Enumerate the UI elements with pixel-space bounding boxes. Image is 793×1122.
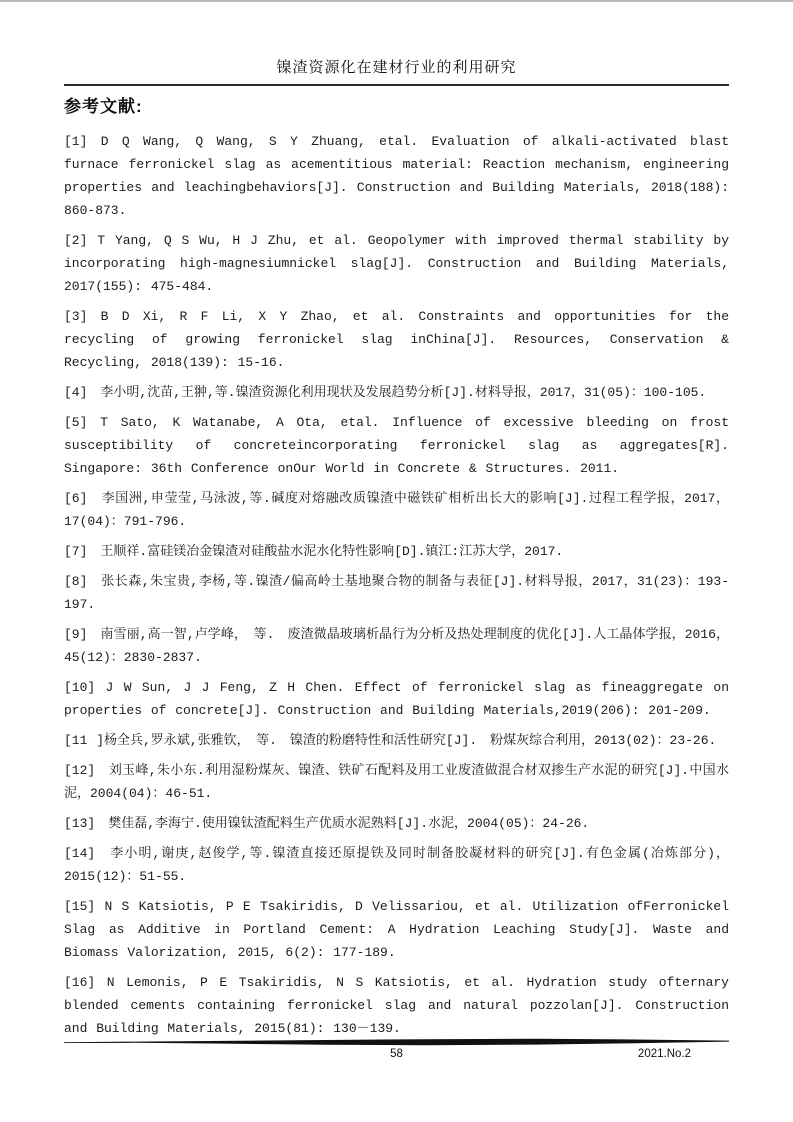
reference-item: [16] N Lemonis, P E Tsakiridis, N S Katsiotis, et al. Hydration study ofternary blended cements containing ferronickel slag and natural pozzolan[J]. Construction and Building Materials, 2015(81): 130－139. [64, 975, 729, 1036]
running-header-title: 镍渣资源化在建材行业的利用研究 [276, 60, 517, 76]
reference-item: [6] 李国洲,申莹莹,马泳波,等.碱度对熔融改质镍渣中磁铁矿相析出长大的影响[J].过程工程学报，2017，17(04)：791-796. [64, 491, 729, 529]
references-list [64, 130, 729, 1040]
reference-item: [1] D Q Wang, Q Wang, S Y Zhuang, etal. Evaluation of alkali-activated blast furnace ferronickel slag as acementitious material: Reaction mechanism, engineering properties and leachingbehaviors[J]. Construction and Building Materials, 2018(188): 860-873. [64, 134, 729, 218]
reference-item: [3] B D Xi, R F Li, X Y Zhao, et al. Constraints and opportunities for the recycling of growing ferronickel slag inChina[J]. Resources, Conservation & Recycling, 2018(139): 15-16. [64, 309, 729, 370]
references-heading: 参考文献: [64, 97, 143, 116]
reference-item: [7] 王顺祥.富硅镁冶金镍渣对硅酸盐水泥水化特性影响[D].镇江:江苏大学，2017. [64, 544, 564, 559]
reference-item: [12] 刘玉峰,朱小东.利用湿粉煤灰、镍渣、铁矿石配料及用工业废渣做混合材双掺生产水泥的研究[J].中国水泥，2004(04)：46-51. [64, 763, 729, 801]
reference-item: [10] J W Sun, J J Feng, Z H Chen. Effect of ferronickel slag as fineaggregate on properties of concrete[J]. Construction and Building Materials,2019(206): 201-209. [64, 680, 729, 718]
running-header [64, 56, 729, 86]
page-footer [64, 1048, 729, 1064]
reference-item: [15] N S Katsiotis, P E Tsakiridis, D Velissariou, et al. Utilization ofFerronickel Slag as Additive in Portland Cement: A Hydration Leaching Study[J]. Waste and Biomass Valorization, 2015, 6(2): 177-189. [64, 899, 729, 960]
reference-item: [2] T Yang, Q S Wu, H J Zhu, et al. Geopolymer with improved thermal stability by incorporating high-magnesiumnickel slag[J]. Construction and Building Materials, 2017(155): 475-484. [64, 233, 729, 294]
reference-item: [14] 李小明,谢庚,赵俊学,等.镍渣直接还原提铁及同时制备胶凝材料的研究[J].有色金属(冶炼部分)，2015(12)：51-55. [64, 846, 729, 884]
reference-item: [11 ]杨全兵,罗永斌,张雅钦， 等. 镍渣的粉磨特性和活性研究[J]. 粉煤灰综合利用，2013(02)：23-26. [64, 733, 717, 748]
references-section [64, 92, 729, 1047]
scan-artifact-line [0, 0, 793, 2]
reference-item: [9] 南雪丽,高一智,卢学峰， 等. 废渣微晶玻璃析晶行为分析及热处理制度的优化[J].人工晶体学报，2016，45(12)：2830-2837. [64, 627, 729, 665]
reference-item: [5] T Sato, K Watanabe, A Ota, etal. Influence of excessive bleeding on frost susceptibility of concreteincorporating ferronickel slag as aggregates[R]. Singapore: 36th Conference onOur World in Concrete & Structures. 2011. [64, 415, 729, 476]
reference-item: [13] 樊佳磊,李海宁.使用镍钛渣配料生产优质水泥熟料[J].水泥，2004(05)：24-26. [64, 816, 590, 831]
reference-item: [8] 张长森,朱宝贵,李杨,等.镍渣/偏高岭土基地聚合物的制备与表征[J].材料导报，2017，31(23)：193-197. [64, 574, 729, 612]
page-number: 58 [390, 1048, 403, 1060]
issue-label: 2021.No.2 [637, 1048, 691, 1060]
footer-decorative-rule [64, 1038, 729, 1046]
reference-item: [4] 李小明,沈苗,王翀,等.镍渣资源化利用现状及发展趋势分析[J].材料导报，2017，31(05)：100-105. [64, 385, 707, 400]
